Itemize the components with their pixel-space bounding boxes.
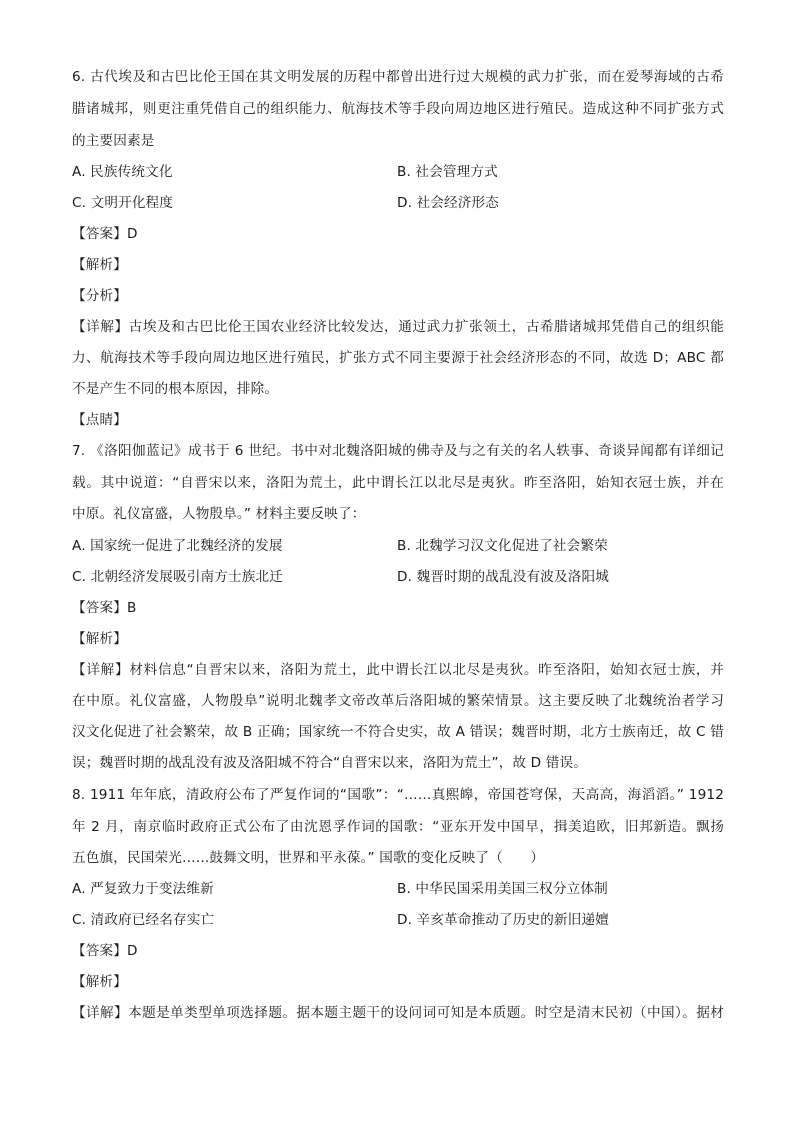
question-7-option-a: A. 国家统一促进了北魏经济的发展 (72, 538, 283, 554)
question-6-analysis-header: 【解析】 (72, 257, 127, 273)
question-8-option-a: A. 严复致力于变法维新 (72, 881, 214, 897)
question-8-option-b: B. 中华民国采用美国三权分立体制 (397, 881, 608, 897)
question-6-detail-line-2: 力、航海技术等手段向周边地区进行殖民，扩张方式不同主要源于社会经济形态的不同，故选 D；ABC 都 (72, 350, 724, 366)
question-7-detail-line-3: 汉文化促进了社会繁荣，故 B 正确；国家统一不符合史实，故 A 错误；魏晋时期，北方士族南迁，故 C 错 (72, 724, 724, 740)
question-7-option-c: C. 北朝经济发展吸引南方士族北迁 (72, 569, 283, 585)
question-8-stem-line-2: 年 2 月，南京临时政府正式公布了由沈恩孚作词的国歌：“亚东开发中国早，揖美追欧，旧邦新造。飘扬 (72, 819, 724, 835)
question-7-stem-line-1: 7. 《洛阳伽蓝记》成书于 6 世纪。书中对北魏洛阳城的佛寺及与之有关的名人轶事、奇谈异闻都有详细记 (72, 443, 724, 459)
question-7-answer: 【答案】B (72, 600, 137, 616)
question-6-option-d: D. 社会经济形态 (397, 195, 500, 211)
question-7-detail-line-1: 【详解】材料信息“自晋宋以来，洛阳为荒土，此中谓长江以北尽是夷狄。昨至洛阳，始知衣冠士族，并 (72, 662, 724, 678)
question-7-option-d: D. 魏晋时期的战乱没有波及洛阳城 (397, 569, 609, 585)
question-8-stem-line-3: 五色旗，民国荣光……鼓舞文明，世界和平永葆。” 国歌的变化反映了（ ） (72, 850, 545, 866)
question-6-dianjing-header: 【点睛】 (72, 412, 127, 428)
question-7-detail-line-4: 误；魏晋时期的战乱没有波及洛阳城不符合“自晋宋以来，洛阳为荒土”，故 D 错误。 (72, 755, 587, 771)
question-7-stem-line-2: 载。其中说道：“自晋宋以来，洛阳为荒土，此中谓长江以北尽是夷狄。昨至洛阳，始知衣冠士族，并在 (72, 475, 724, 491)
question-6-option-b: B. 社会管理方式 (397, 164, 498, 180)
question-6-option-a: A. 民族传统文化 (72, 164, 173, 180)
question-8-answer: 【答案】D (72, 943, 138, 959)
question-7-detail-line-2: 在中原。礼仪富盛，人物殷阜”说明北魏孝文帝改革后洛阳城的繁荣情景。这主要反映了北魏统治者学习 (72, 693, 724, 709)
question-8-stem-line-1: 8. 1911 年年底，清政府公布了严复作词的“国歌”：“……真熙皞，帝国苍穹保，天高高，海滔滔。” 1912 (72, 787, 724, 803)
question-6-answer: 【答案】D (72, 226, 138, 242)
question-8-option-d: D. 辛亥革命推动了历史的新旧递嬗 (397, 912, 609, 928)
question-6-detail-line-1: 【详解】古埃及和古巴比伦王国农业经济比较发达，通过武力扩张领土，古希腊诸城邦凭借自己的组织能 (72, 319, 724, 335)
question-6-fenxi-header: 【分析】 (72, 288, 127, 304)
question-6-stem-line-2: 腊诸城邦，则更注重凭借自己的组织能力、航海技术等手段向周边地区进行殖民。造成这种不同扩张方式 (72, 101, 724, 117)
question-7-option-b: B. 北魏学习汉文化促进了社会繁荣 (397, 538, 608, 554)
question-6-stem-line-3: 的主要因素是 (72, 133, 155, 149)
question-6-stem-line-1: 6. 古代埃及和古巴比伦王国在其文明发展的历程中都曾出进行过大规模的武力扩张，而在爱琴海域的古希 (72, 69, 724, 85)
question-8-option-c: C. 清政府已经名存实亡 (72, 912, 215, 928)
question-6-option-c: C. 文明开化程度 (72, 195, 174, 211)
question-6-detail-line-3: 不是产生不同的根本原因，排除。 (72, 381, 279, 397)
question-7-analysis-header: 【解析】 (72, 631, 127, 647)
question-8-analysis-header: 【解析】 (72, 974, 127, 990)
question-8-detail-line-1: 【详解】本题是单类型单项选择题。据本题主题干的设问词可知是本质题。时空是清末民初（中国）。据材 (72, 1005, 724, 1021)
question-7-stem-line-3: 中原。礼仪富盛，人物殷阜。” 材料主要反映了： (72, 506, 366, 522)
